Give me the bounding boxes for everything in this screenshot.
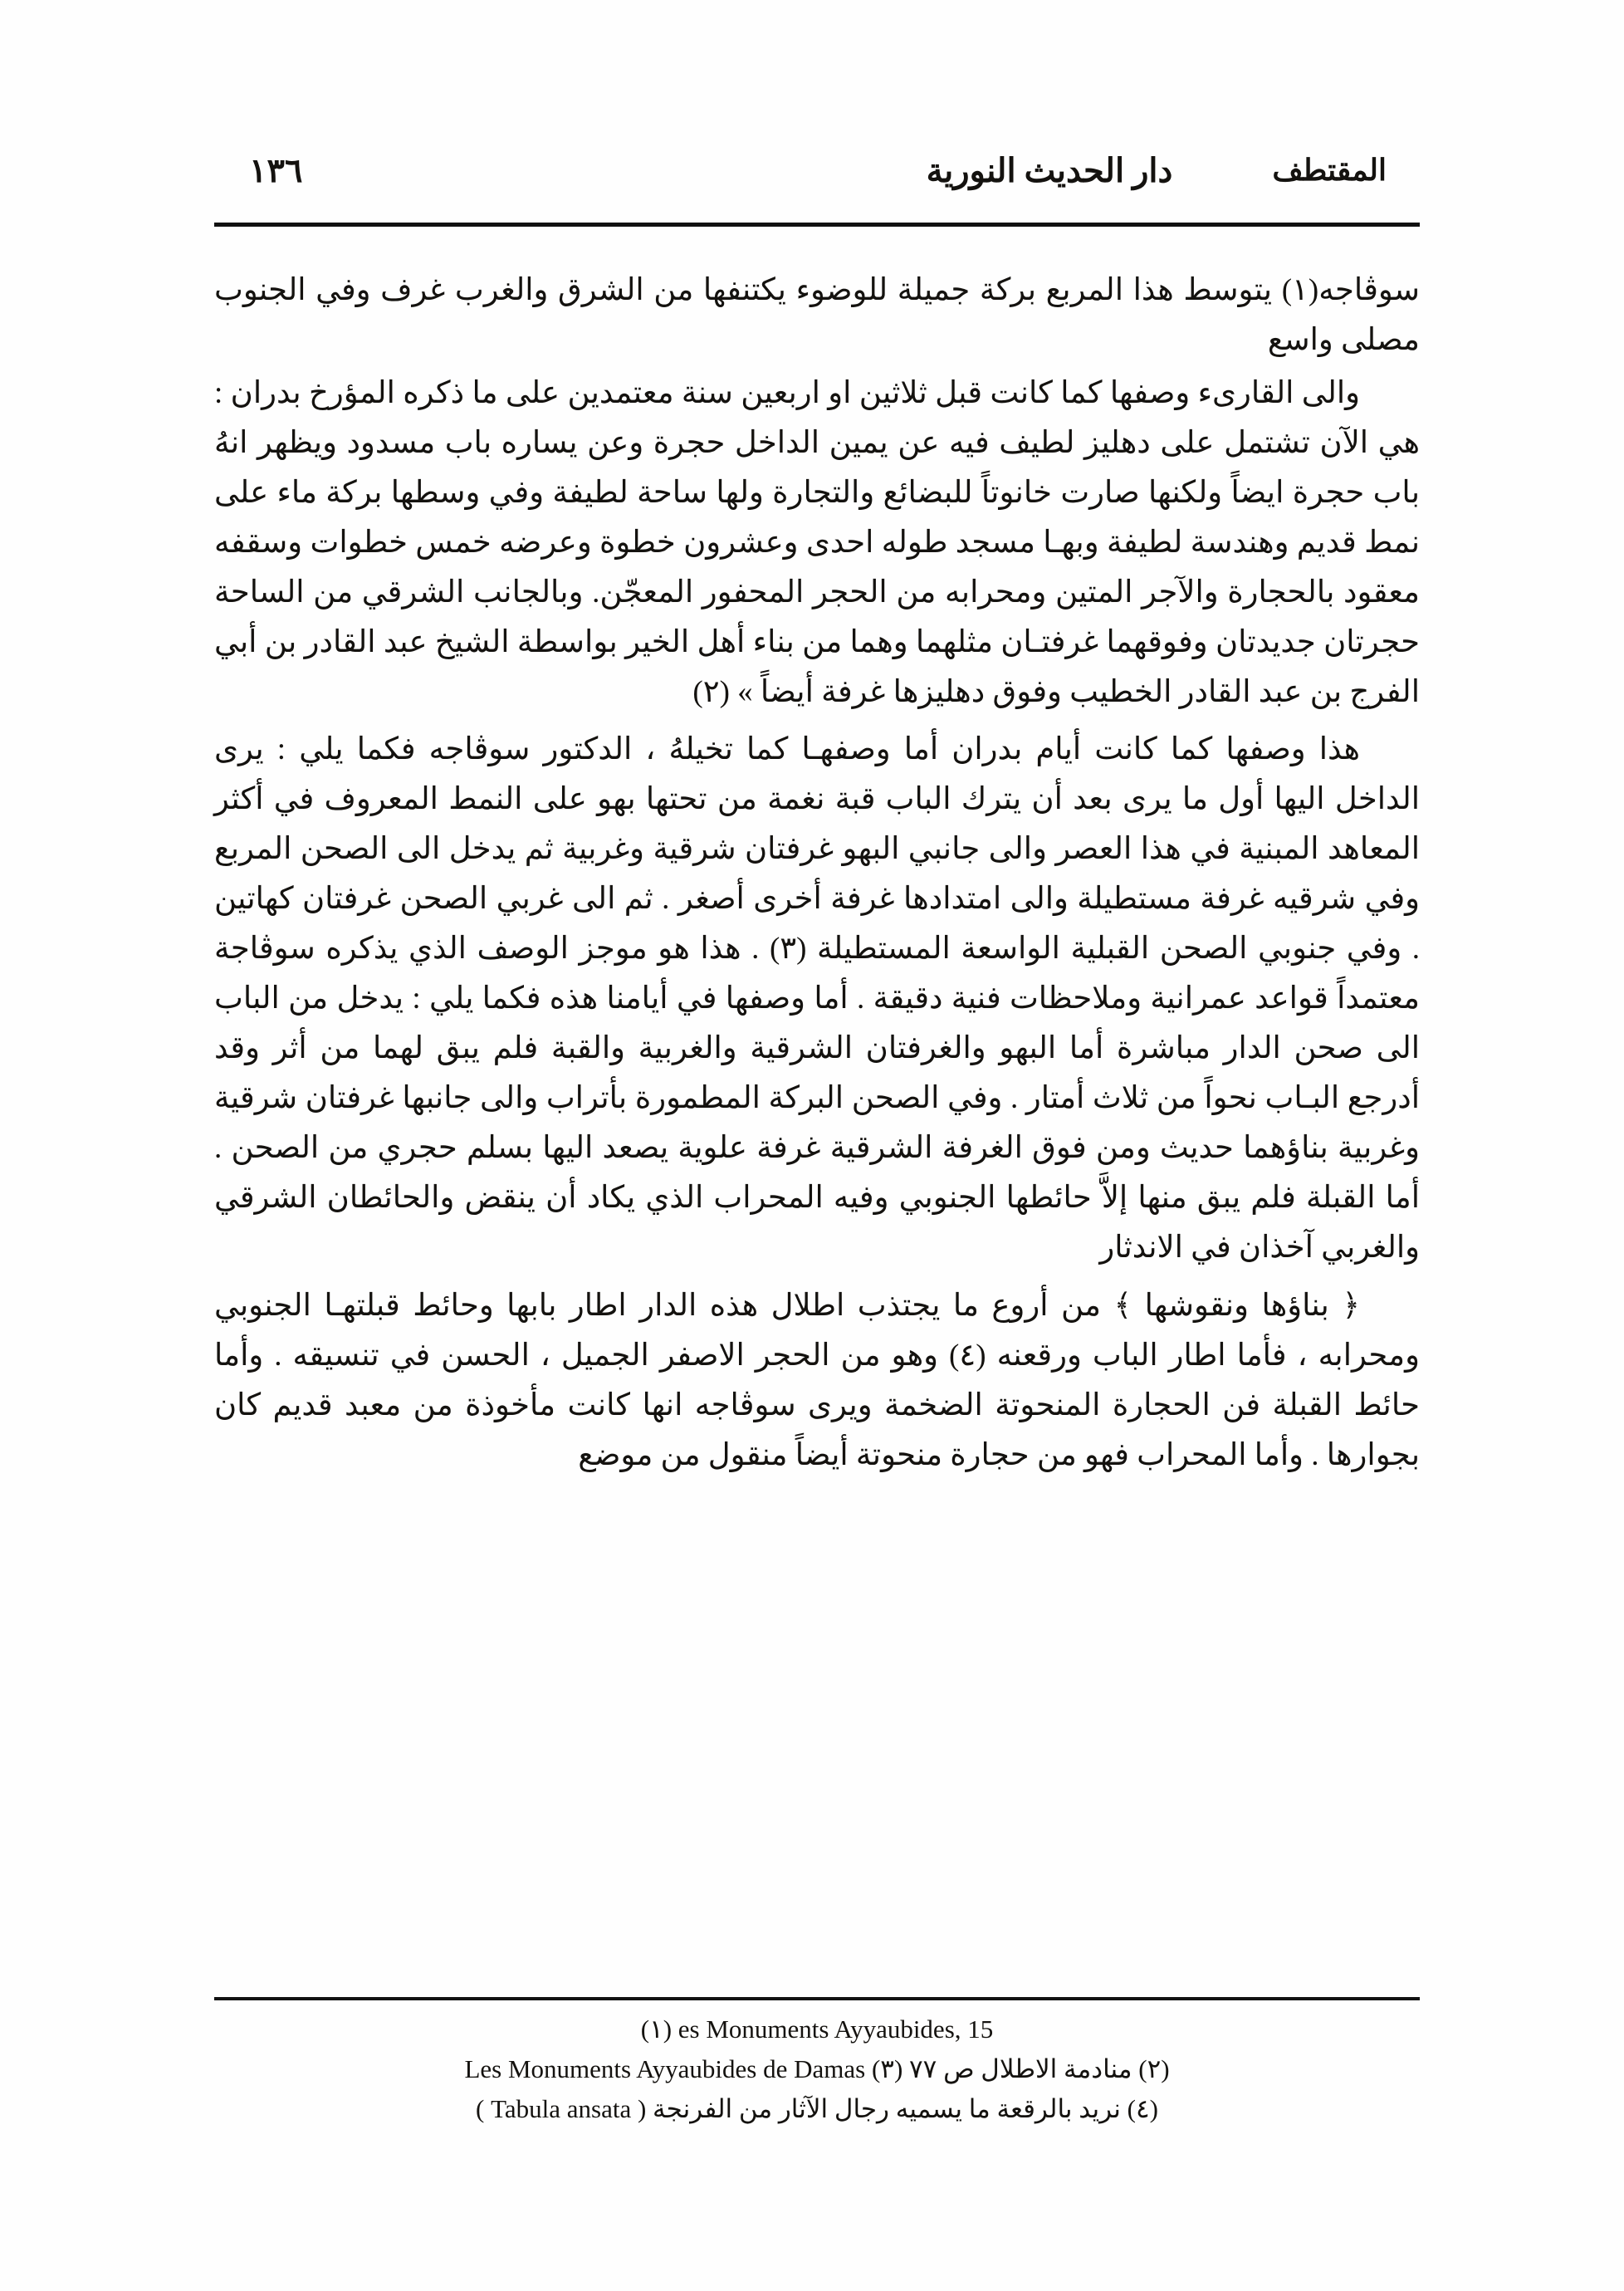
- footnote-2: [214, 2049, 1420, 2089]
- footnote-4: (٤) نريد بالرقعة ما يسميه رجال الآثار من الفرنجة ( Tabula ansata ): [476, 2094, 1158, 2124]
- body-text-column: [214, 266, 1420, 1489]
- footnote-1: es Monuments Ayyaubides, 15 (١): [640, 2014, 994, 2044]
- footnote-divider: [214, 1997, 1420, 2000]
- paragraph-1: سوڤاجه(١) يتوسط هذا المربع بركة جميلة للوضوء يكتنفها من الشرق والغرب غرف وفي الجنوب مصلى واسع: [214, 273, 1420, 357]
- page-number: ١٣٦: [249, 151, 303, 189]
- paragraph-2: والى القارىء وصفها كما كانت قبل ثلاثين او اربعين سنة معتمدين على ما ذكره المؤرخ بدران : هي الآن تشتمل على دهليز لطيف فيه عن يمين الداخل حجرة وعن يساره باب مسدود ويظهر انهُ باب حجرة ايضاً ولكنها صارت خانوتاً للبضائع والتجارة ولها ساحة لطيفة وفي وسطها بركة ماء على نمط قديم وهندسة لطيفة وبهـا مسجد طوله احدى وعشرون خطوة وعرضه خمس خطوات وسقفه معقود بالحجارة والآجر المتين ومحرابه من الحجر المحفور المعجّن. وبالجانب الشرقي من الساحة حجرتان جديدتان وفوقهما غرفتـان مثلهما وهما من بناء أهل الخير بواسطة الشيخ عبد القادر بن أبي الفرج بن عبد القادر الخطيب وفوق دهليزها غرفة أيضاً » (٢): [214, 375, 1420, 709]
- journal-title: المقتطف: [1272, 154, 1387, 187]
- paragraph-4: ﴿ بناؤها ونقوشها ﴾ من أروع ما يجتذب اطلال هذه الدار اطار بابها وحائط قبلتهـا الجنوبي ومحرابه ، فأما اطار الباب ورقعنه (٤) وهو من الحجر الاصفر الجميل ، الحسن في تنسيقه . وأما حائط القبلة فن الحجارة المنحوتة الضخمة ويرى سوڤاجه انها كانت مأخوذة من معبد قديم كان بجوارها . وأما المحراب فهو من حجارة منحوتة أيضاً منقول من موضع: [214, 1288, 1420, 1472]
- header-divider: [214, 223, 1420, 227]
- footnote-2-arabic: (٢) منادمة الاطلال ص ٧٧ (٣): [871, 2054, 1170, 2084]
- footnote-2-latin: Les Monuments Ayyaubides de Damas: [464, 2054, 866, 2084]
- page-header: [249, 141, 1387, 199]
- footnotes-block: [214, 2010, 1420, 2129]
- paragraph-3: هذا وصفها كما كانت أيام بدران أما وصفهـا كما تخيلهُ ، الدكتور سوڤاجه فكما يلي : يرى الداخل اليها أول ما يرى بعد أن يترك الباب قبة نغمة من تحتها بهو على النمط المعروف في أكثر المعاهد المبنية في هذا العصر والى جانبي البهو غرفتان شرقية وغربية ثم يدخل الى الصحن المربع وفي شرقيه غرفة مستطيلة والى امتدادها غرفة أخرى أصغر . ثم الى غربي الصحن غرفتان كهاتين . وفي جنوبي الصحن القبلية الواسعة المستطيلة (٣) . هذا هو موجز الوصف الذي يذكره سوڤاجة معتمداً قواعد عمرانية وملاحظات فنية دقيقة . أما وصفها في أيامنا هذه فكما يلي : يدخل من الباب الى صحن الدار مباشرة أما البهو والغرفتان الشرقية والغربية والقبة فلم يبق لهما من أثر وقد أدرجع البـاب نحواً من ثلاث أمتار . وفي الصحن البركة المطمورة بأتراب والى جانبها غرفتان شرقية وغربية بناؤهما حديث ومن فوق الغرفة الشرقية غرفة علوية يصعد اليها بسلم حجري من الصحن . أما القبلة فلم يبق منها إلاَّ حائطها الجنوبي وفيه المحراب الذي يكاد أن ينقض والحائطان الشرقي والغربي آخذان في الاندثار: [214, 732, 1420, 1265]
- book-title: دار الحديث النورية: [926, 151, 1173, 189]
